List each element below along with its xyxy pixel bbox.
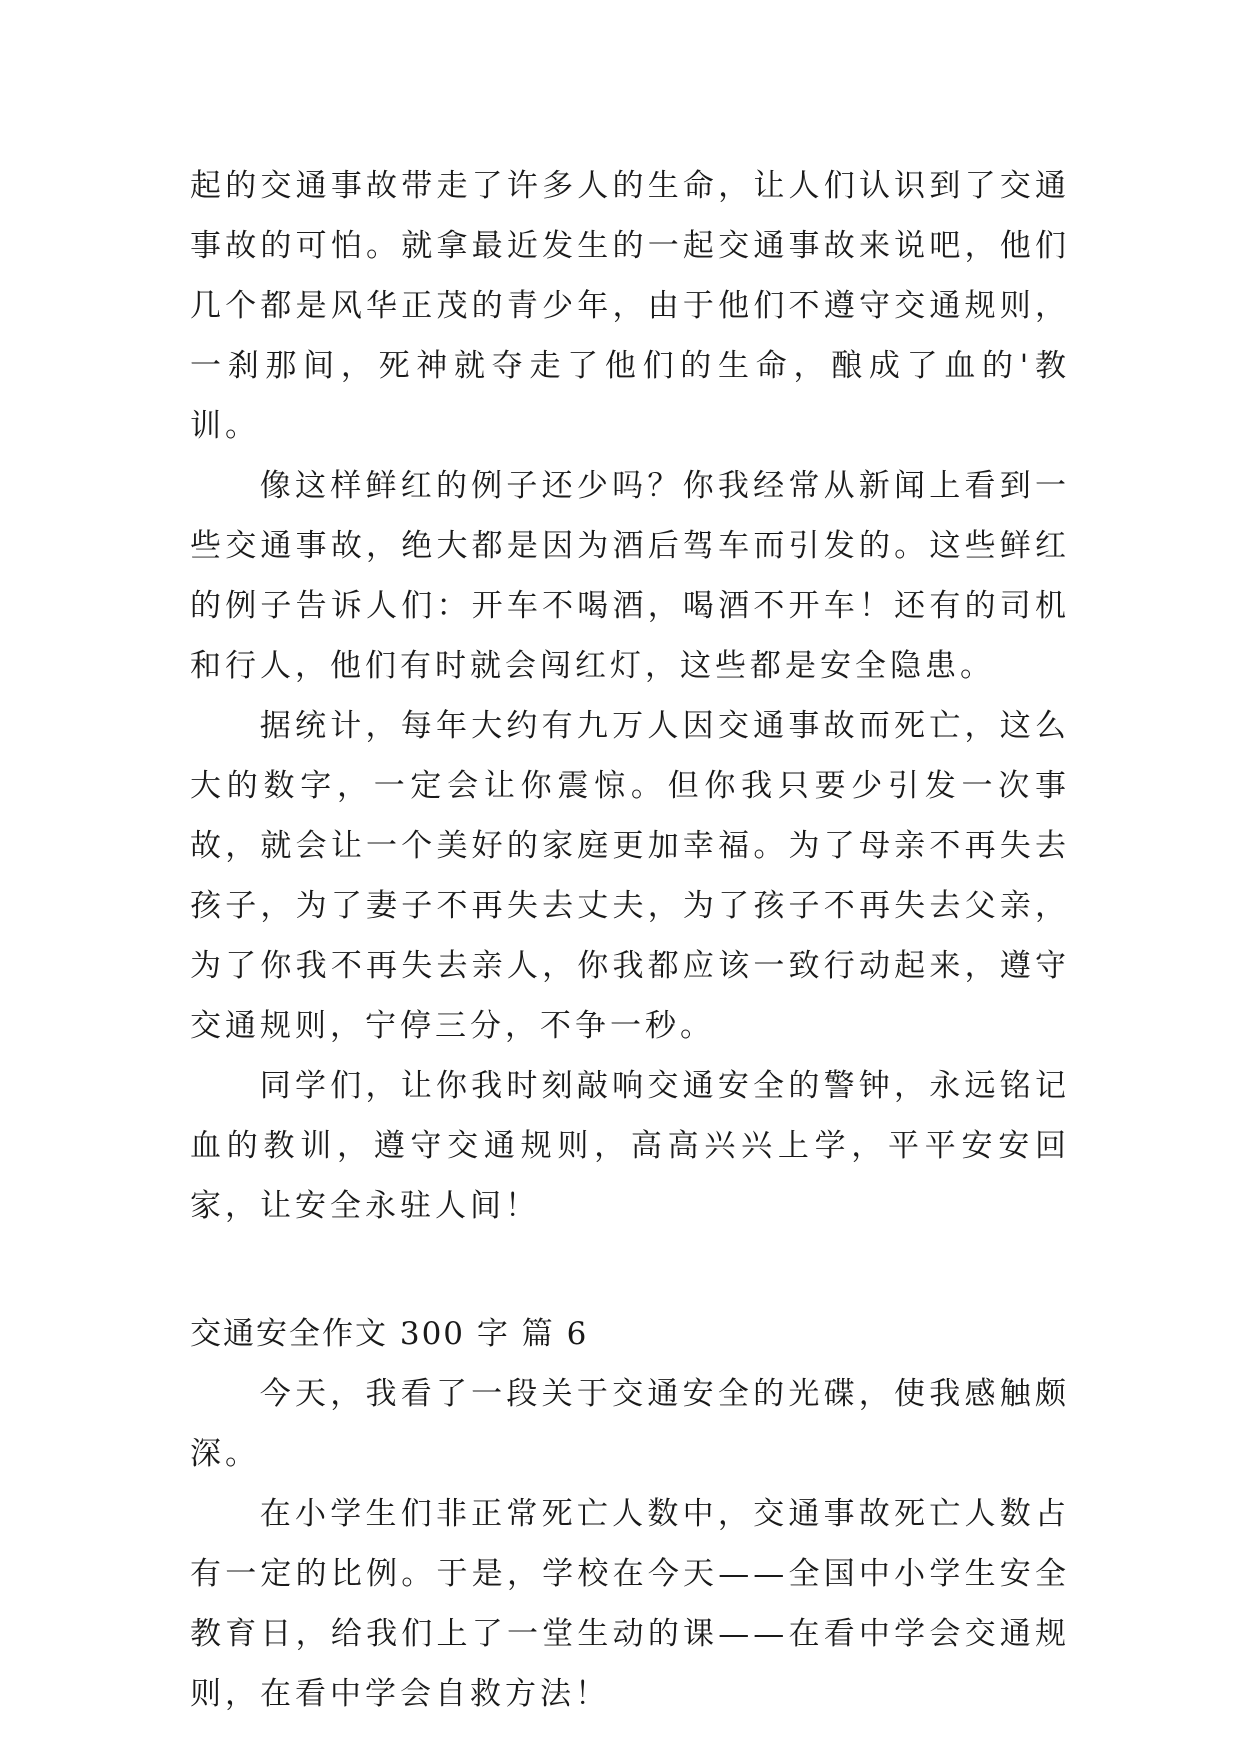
document-page bbox=[190, 156, 1070, 1724]
paragraph-4: 同学们，让你我时刻敲响交通安全的警钟，永远铭记血的教训，遵守交通规则，高高兴兴上学，平平安安回家，让安全永驻人间！ bbox=[190, 1068, 1070, 1224]
paragraph-5: 今天，我看了一段关于交通安全的光碟，使我感触颇深。 bbox=[190, 1376, 1070, 1472]
section-heading: 交通安全作文 300 字 篇 6 bbox=[190, 1316, 589, 1352]
paragraph-3: 据统计，每年大约有九万人因交通事故而死亡，这么大的数字，一定会让你震惊。但你我只要少引发一次事故，就会让一个美好的家庭更加幸福。为了母亲不再失去孩子，为了妻子不再失去丈夫，为了孩子不再失去父亲，为了你我不再失去亲人，你我都应该一致行动起来，遵守交通规则，宁停三分，不争一秒。 bbox=[190, 708, 1070, 1044]
paragraph-1: 起的交通事故带走了许多人的生命，让人们认识到了交通事故的可怕。就拿最近发生的一起交通事故来说吧，他们几个都是风华正茂的青少年，由于他们不遵守交通规则，一刹那间，死神就夺走了他们的生命，酿成了血的'教训。 bbox=[190, 168, 1070, 444]
paragraph-6: 在小学生们非正常死亡人数中，交通事故死亡人数占有一定的比例。于是，学校在今天——全国中小学生安全教育日，给我们上了一堂生动的课——在看中学会交通规则，在看中学会自救方法！ bbox=[190, 1496, 1070, 1712]
paragraph-2: 像这样鲜红的例子还少吗？你我经常从新闻上看到一些交通事故，绝大都是因为酒后驾车而引发的。这些鲜红的例子告诉人们：开车不喝酒，喝酒不开车！还有的司机和行人，他们有时就会闯红灯，这些都是安全隐患。 bbox=[190, 468, 1070, 684]
